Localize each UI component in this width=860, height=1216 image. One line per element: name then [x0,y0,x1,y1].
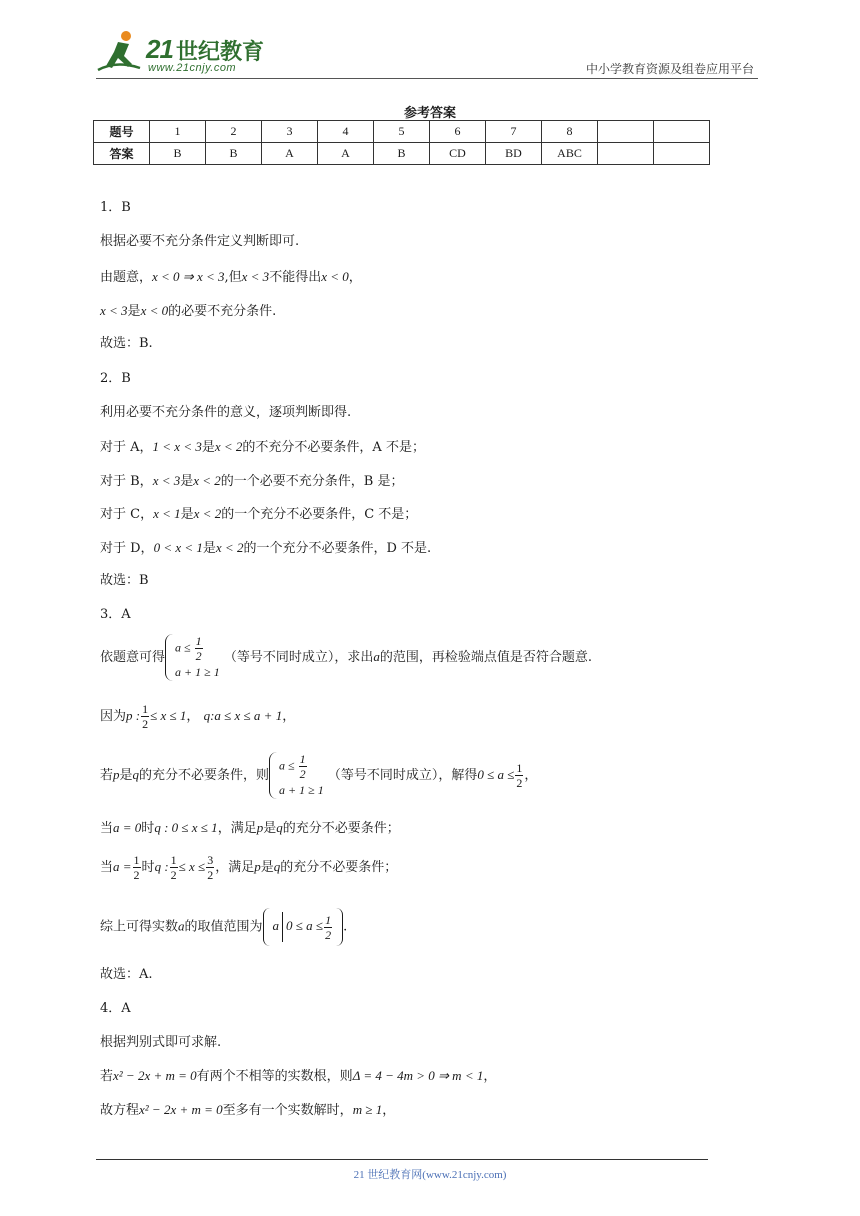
left-brace [263,908,271,946]
text: ， [348,270,362,285]
table-cell: B [206,143,262,165]
math: a = [113,859,132,874]
math: a [178,918,185,934]
q4-heading: 4．A [100,1001,131,1016]
text: 的充分不必要条件； [282,821,400,836]
q2-choice: 故选：B [100,573,149,588]
math: x < 0 [140,303,169,318]
text: 是 [119,768,133,783]
math: p [256,820,264,835]
footer-divider [96,1159,708,1160]
table-cell: A [318,143,374,165]
table-cell: B [374,143,430,165]
fraction [515,761,523,790]
math: q [132,767,140,782]
table-cell: 3 [262,121,318,143]
text: ， [524,768,538,783]
q4-line3 [100,1101,395,1120]
q1-heading: 1．B [100,200,131,215]
math: a ≤ [279,758,295,773]
fraction [133,853,141,882]
q3-line2 [100,702,295,731]
denominator: 2 [325,927,332,942]
denominator: 2 [142,717,149,731]
text: 的取值范围为 [184,919,263,935]
math: p : [126,708,141,723]
math: x < 2 [193,473,221,488]
q2-option-b [100,472,403,491]
denominator: 2 [207,868,214,882]
text: 对于 A， [100,440,153,455]
table-cell: BD [486,143,542,165]
system-row [175,634,220,663]
text: 的一个充分不必要条件，C 不是； [221,507,418,522]
text: 是 [260,860,274,875]
text: 的不充分不必要条件，A 不是； [242,440,425,455]
system-row: a + 1 ≥ 1 [279,783,324,797]
text: . [343,919,348,935]
text: 时 [141,860,155,875]
text: 是 [180,474,194,489]
fraction [324,913,332,942]
set-bar [282,912,283,942]
text: 综上可得实数 [100,919,179,935]
text: 若 [100,1069,114,1084]
table-cell: 5 [374,121,430,143]
numerator: 1 [299,752,306,766]
text: 的充分不必要条件； [280,860,398,875]
table-cell: 8 [542,121,598,143]
math: q [273,859,281,874]
numerator: 1 [325,912,332,927]
table-cell [654,121,710,143]
denominator: 2 [299,767,306,781]
numerator: 1 [133,853,140,867]
math: x < 2 [193,506,222,521]
logo-url: www.21cnjy.com [148,62,237,74]
q3-choice: 故选：A. [100,967,153,982]
q3-line4 [100,819,400,838]
denominator: 2 [170,868,177,882]
table-cell [654,143,710,165]
logo-text: 世纪教育 [176,40,265,65]
numerator: 1 [516,761,523,775]
text: 是 [201,440,215,455]
numerator: 1 [142,702,149,716]
math: q:a ≤ x ≤ a + 1 [203,708,283,723]
text: 是 [127,304,141,319]
text: 不能得出 [269,270,322,285]
math: x < 2 [214,439,243,454]
row-header-number: 题号 [94,121,150,143]
table-cell: 7 [486,121,542,143]
math: x² − 2x + m = 0 [113,1068,197,1083]
q1-choice: 故选：B. [100,336,153,351]
denominator: 2 [133,868,140,882]
text: （等号不同时成立），求出 [223,650,374,665]
page-header [0,0,860,80]
text: 对于 C， [100,507,154,522]
table-cell: 2 [206,121,262,143]
fraction [206,853,214,882]
table-cell: A [262,143,318,165]
text: 由题意， [100,270,153,285]
left-brace [165,634,174,681]
q2-option-c [100,505,417,524]
math: x < 3 [100,303,128,318]
q3-line3 [100,752,537,799]
text: 的一个充分不必要条件，D 不是. [243,541,432,556]
text: 是 [202,541,216,556]
numerator: 1 [195,634,202,648]
math: q : 0 ≤ x ≤ 1 [154,820,218,835]
numerator: 3 [207,853,214,867]
text: 当 [100,821,114,836]
math: x < 3 [241,269,270,284]
text: 对于 B， [100,474,153,489]
header-divider [96,78,758,79]
q2-heading: 2．B [100,371,131,386]
math: q [276,820,283,835]
math: x < 1 [153,506,181,521]
math: p [113,767,120,782]
math: x² − 2x + m = 0 [139,1102,223,1117]
math: ≤ x ≤ 1 [150,708,187,723]
q3-hint [100,634,592,681]
table-cell: ABC [542,143,598,165]
text: ， [382,1103,396,1118]
math: a [272,917,280,933]
q1-line3 [100,302,276,321]
set-builder [263,912,344,942]
q4-hint: 根据判别式即可求解. [100,1035,222,1050]
footer-link[interactable]: 21 世纪教育网(www.21cnjy.com) [353,1169,507,1181]
text: 若 [100,768,114,783]
q3-line6 [100,912,347,942]
table-cell [598,143,654,165]
text: 当 [100,860,114,875]
table-row [94,143,710,165]
fraction [299,752,307,781]
math: ≤ x ≤ [178,859,206,874]
page-title: 参考答案 [403,106,456,121]
q2-option-a [100,438,425,457]
system-row [279,752,324,781]
table-cell: B [150,143,206,165]
text: 对于 D， [100,541,154,556]
q2-option-d [100,539,431,558]
q1-line2 [100,268,362,287]
text: ， [282,709,296,724]
q3-heading: 3．A [100,607,131,622]
math: x < 0 ⇒ x < 3 [152,269,225,284]
text: 有两个不相等的实数根，则 [196,1069,353,1084]
text: ，满足 [217,821,257,836]
text: 至多有一个实数解时， [222,1103,353,1118]
text: ， [186,709,200,724]
math: a = 0 [113,820,142,835]
fraction [170,853,178,882]
math: 0 ≤ a ≤ [286,917,324,933]
q2-hint: 利用必要不充分条件的意义，逐项判断即得. [100,405,352,420]
logo-number: 21 [146,34,173,64]
inequality-system [269,752,324,799]
math: Δ = 4 − 4m > 0 ⇒ m < 1 [352,1068,484,1083]
text: ， [483,1069,497,1084]
text: （等号不同时成立），解得 [327,768,478,783]
text: 时 [141,821,155,836]
platform-name: 中小学教育资源及组卷应用平台 [585,62,754,76]
text: 因为 [100,709,127,724]
numerator: 1 [170,853,177,867]
math: p [254,859,261,874]
q1-hint: 根据必要不充分条件定义判断即可. [100,234,300,249]
math: 0 < x < 1 [153,540,203,555]
denominator: 2 [195,649,202,663]
system-row: a + 1 ≥ 1 [175,665,220,679]
text: 是 [180,507,194,522]
math: 0 ≤ a ≤ [477,767,515,782]
math: 1 < x < 3 [152,439,202,454]
q4-line2 [100,1067,496,1086]
text: 依题意可得 [100,650,166,665]
answer-table [93,120,710,165]
runner-logo-icon [96,30,144,74]
table-cell [598,121,654,143]
text: 的范围，再检验端点值是否符合题意. [379,650,592,665]
math: x < 3 [152,473,181,488]
math: a [373,649,380,664]
math: x < 0 [321,269,349,284]
text: 的必要不充分条件. [168,304,277,319]
text: ，满足 [215,860,255,875]
denominator: 2 [516,776,523,790]
text: 是 [263,821,277,836]
fraction [141,702,149,731]
table-cell: 1 [150,121,206,143]
table-row [94,121,710,143]
text: 的充分不必要条件，则 [139,768,270,783]
right-brace [335,908,343,946]
math: q : [154,859,169,874]
left-brace [269,752,278,799]
row-header-answer: 答案 [94,143,150,165]
math: x < 2 [215,540,244,555]
math: m ≥ 1 [352,1102,383,1117]
q3-line5 [100,853,397,882]
site-logo[interactable] [96,30,286,78]
table-cell: 4 [318,121,374,143]
text: 故方程 [100,1103,140,1118]
table-cell: 6 [430,121,486,143]
text: 的一个必要不充分条件，B 是； [220,474,404,489]
math: a ≤ [175,640,191,655]
text: ,但 [224,270,242,285]
inequality-system [165,634,220,681]
table-cell: CD [430,143,486,165]
fraction [195,634,203,663]
